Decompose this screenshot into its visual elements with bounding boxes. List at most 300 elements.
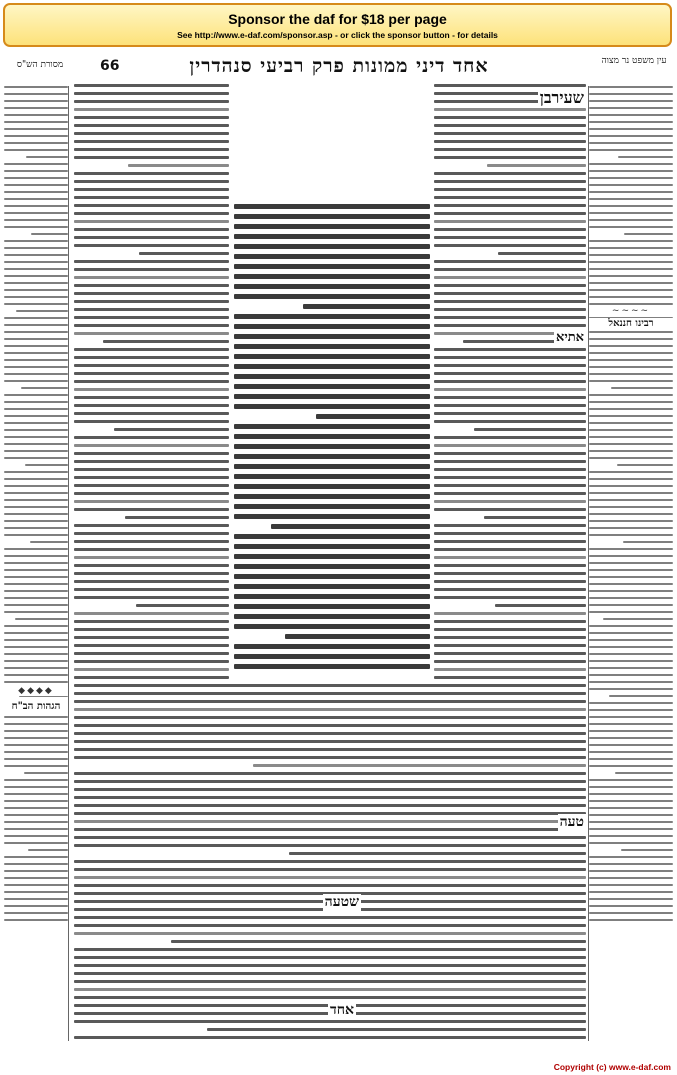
text-line: [589, 394, 673, 396]
text-line: [4, 415, 68, 417]
text-line: [4, 583, 68, 585]
text-line: [234, 244, 430, 249]
commentary-dibbur: טעה: [559, 814, 584, 830]
text-line: [589, 702, 673, 704]
text-line: [609, 695, 673, 697]
text-line: [74, 316, 229, 319]
text-line: [4, 632, 68, 634]
text-line: [4, 366, 68, 368]
commentary-dibbur: אחד: [329, 1002, 354, 1018]
text-line: [4, 261, 68, 263]
text-line: [74, 404, 229, 407]
text-line: [589, 751, 673, 753]
text-line: [589, 100, 673, 102]
text-line: [234, 474, 430, 479]
text-line: [4, 723, 68, 725]
text-line: [589, 212, 673, 214]
text-line: [589, 422, 673, 424]
text-line: [589, 842, 673, 844]
text-line: [434, 324, 586, 327]
text-line: [26, 156, 68, 158]
text-line: [74, 476, 229, 479]
text-line: [74, 436, 229, 439]
text-line: [74, 92, 229, 95]
text-line: [4, 786, 68, 788]
text-line: [589, 737, 673, 739]
text-line: [4, 422, 68, 424]
text-line: [74, 716, 586, 719]
text-line: [618, 156, 673, 158]
text-line: [253, 764, 586, 767]
text-line: [4, 303, 68, 305]
text-line: [589, 261, 673, 263]
text-line: [234, 654, 430, 659]
text-line: [74, 844, 586, 847]
text-line: [139, 252, 229, 255]
text-line: [74, 796, 586, 799]
text-line: [234, 494, 430, 499]
text-line: [4, 135, 68, 137]
text-line: [434, 228, 586, 231]
text-line: [624, 233, 673, 235]
text-line: [74, 836, 586, 839]
text-line: [74, 540, 229, 543]
text-line: [74, 1020, 586, 1023]
text-line: [4, 401, 68, 403]
text-line: [74, 948, 586, 951]
text-line: [589, 170, 673, 172]
text-line: [4, 891, 68, 893]
text-line: [4, 751, 68, 753]
text-line: [30, 541, 68, 543]
text-line: [589, 345, 673, 347]
text-line: [434, 212, 586, 215]
text-line: [74, 772, 586, 775]
text-line: [74, 596, 229, 599]
text-line: [4, 639, 68, 641]
text-line: [4, 793, 68, 795]
text-line: [234, 594, 430, 599]
text-line: [171, 940, 586, 943]
text-line: [4, 436, 68, 438]
text-line: [4, 660, 68, 662]
text-line: [16, 310, 68, 312]
text-line: [434, 660, 586, 663]
text-line: [434, 124, 586, 127]
page-footer: [0, 1062, 677, 1075]
text-line: [74, 868, 586, 871]
text-line: [74, 84, 229, 87]
text-line: [589, 562, 673, 564]
text-line: [234, 534, 430, 539]
text-line: [4, 296, 68, 298]
text-line: [234, 584, 430, 589]
text-line: [74, 556, 229, 559]
sponsor-subtitle[interactable]: See http://www.e-daf.com/sponsor.asp - or click the sponsor button - for details: [177, 30, 498, 40]
text-line: [74, 188, 229, 191]
text-line: [4, 842, 68, 844]
text-line: [74, 236, 229, 239]
text-line: [4, 373, 68, 375]
text-line: [589, 877, 673, 879]
text-line: [4, 219, 68, 221]
text-line: [434, 412, 586, 415]
text-line: [589, 275, 673, 277]
text-line: [589, 639, 673, 641]
text-line: [4, 653, 68, 655]
text-line: [589, 534, 673, 536]
text-line: [589, 492, 673, 494]
text-line: [434, 364, 586, 367]
text-line: [434, 372, 586, 375]
text-line: [4, 163, 68, 165]
text-line: [4, 884, 68, 886]
text-line: [434, 188, 586, 191]
text-line: [74, 740, 586, 743]
text-line: [434, 116, 586, 119]
text-line: [4, 142, 68, 144]
text-line: [74, 532, 229, 535]
text-line: [74, 300, 229, 303]
text-line: [4, 429, 68, 431]
text-line: [434, 396, 586, 399]
text-line: [4, 863, 68, 865]
text-line: [589, 611, 673, 613]
text-line: [74, 108, 229, 111]
text-line: [434, 620, 586, 623]
divider-ornament: ◆◆◆◆: [4, 686, 68, 696]
text-line: [74, 100, 229, 103]
text-line: [234, 314, 430, 319]
text-line: [4, 807, 68, 809]
sponsor-banner[interactable]: [3, 3, 672, 47]
text-line: [74, 668, 229, 671]
text-line: [234, 664, 430, 669]
text-line: [434, 532, 586, 535]
text-line: [589, 513, 673, 515]
text-line: [434, 500, 586, 503]
text-line: [74, 268, 229, 271]
text-line: [74, 884, 586, 887]
text-line: [74, 292, 229, 295]
text-line: [4, 268, 68, 270]
text-line: [74, 348, 229, 351]
text-line: [589, 240, 673, 242]
text-line: [589, 163, 673, 165]
text-line: [589, 625, 673, 627]
text-line: [4, 408, 68, 410]
text-line: [589, 520, 673, 522]
text-line: [589, 597, 673, 599]
text-line: [589, 478, 673, 480]
text-line: [434, 492, 586, 495]
text-line: [589, 184, 673, 186]
text-line: [589, 415, 673, 417]
copyright-link[interactable]: Copyright (c) www.e-daf.com: [553, 1062, 671, 1072]
text-line: [589, 674, 673, 676]
text-line: [498, 252, 586, 255]
text-line: [589, 919, 673, 921]
text-line: [4, 471, 68, 473]
text-line: [285, 634, 430, 639]
text-line: [234, 354, 430, 359]
text-line: [74, 412, 229, 415]
text-line: [234, 504, 430, 509]
text-line: [434, 484, 586, 487]
text-line: [4, 555, 68, 557]
text-line: [4, 457, 68, 459]
text-line: [74, 652, 229, 655]
text-line: [74, 228, 229, 231]
rashi-column: [434, 84, 586, 684]
text-line: [589, 429, 673, 431]
text-line: [4, 716, 68, 718]
text-line: [234, 444, 430, 449]
text-line: [589, 289, 673, 291]
text-line: [74, 124, 229, 127]
text-line: [234, 394, 430, 399]
text-line: [589, 352, 673, 354]
text-line: [4, 450, 68, 452]
text-line: [234, 574, 430, 579]
text-line: [21, 387, 68, 389]
text-line: [589, 373, 673, 375]
text-line: [4, 856, 68, 858]
page-header: [4, 54, 673, 84]
text-line: [434, 556, 586, 559]
text-line: [4, 835, 68, 837]
text-line: [4, 590, 68, 592]
text-line: [74, 196, 229, 199]
text-line: [4, 576, 68, 578]
text-line: [4, 100, 68, 102]
text-line: [136, 604, 229, 607]
text-line: [589, 226, 673, 228]
text-line: [4, 212, 68, 214]
text-line: [4, 86, 68, 88]
text-line: [74, 820, 586, 823]
text-line: [74, 732, 586, 735]
text-line: [4, 380, 68, 382]
text-line: [74, 148, 229, 151]
text-line: [4, 184, 68, 186]
text-line: [74, 204, 229, 207]
text-line: [589, 338, 673, 340]
text-line: [589, 905, 673, 907]
text-line: [234, 554, 430, 559]
text-line: [589, 548, 673, 550]
text-line: [74, 804, 586, 807]
text-line: [434, 220, 586, 223]
text-line: [74, 684, 586, 687]
text-line: [589, 219, 673, 221]
text-line: [434, 196, 586, 199]
text-line: [434, 308, 586, 311]
text-line: [589, 730, 673, 732]
text-line: [434, 156, 586, 159]
text-line: [589, 331, 673, 333]
text-line: [434, 404, 586, 407]
text-line: [589, 443, 673, 445]
text-line: [589, 121, 673, 123]
text-line: [4, 611, 68, 613]
text-line: [4, 828, 68, 830]
text-line: [4, 800, 68, 802]
text-line: [74, 812, 586, 815]
text-line: [74, 332, 229, 335]
text-line: [589, 632, 673, 634]
text-line: [74, 580, 229, 583]
text-line: [589, 681, 673, 683]
text-line: [234, 344, 430, 349]
text-line: [589, 800, 673, 802]
text-line: [589, 296, 673, 298]
text-line: [4, 338, 68, 340]
text-line: [495, 604, 586, 607]
text-line: [434, 636, 586, 639]
text-line: [289, 852, 586, 855]
text-line: [434, 508, 586, 511]
text-line: [589, 303, 673, 305]
text-line: [74, 748, 586, 751]
text-line: [434, 564, 586, 567]
text-line: [234, 614, 430, 619]
text-line: [74, 876, 586, 879]
text-line: [589, 793, 673, 795]
text-line: [74, 636, 229, 639]
text-line: [74, 996, 586, 999]
text-line: [74, 980, 586, 983]
text-line: [4, 905, 68, 907]
text-line: [4, 394, 68, 396]
text-line: [434, 668, 586, 671]
text-line: [4, 254, 68, 256]
text-line: [589, 856, 673, 858]
text-line: [589, 814, 673, 816]
text-line: [434, 420, 586, 423]
text-line: [31, 233, 68, 235]
text-line: [4, 569, 68, 571]
text-line: [617, 464, 673, 466]
text-line: [74, 460, 229, 463]
text-line: [74, 276, 229, 279]
text-line: [74, 324, 229, 327]
text-line: [74, 220, 229, 223]
text-line: [125, 516, 229, 519]
text-line: [234, 364, 430, 369]
text-line: [4, 359, 68, 361]
text-line: [4, 289, 68, 291]
text-line: [434, 284, 586, 287]
text-line: [434, 348, 586, 351]
text-line: [4, 681, 68, 683]
text-line: [589, 506, 673, 508]
text-line: [615, 772, 673, 774]
text-line: [611, 387, 673, 389]
gemara-text: [234, 204, 430, 674]
text-line: [303, 304, 430, 309]
text-line: [434, 596, 586, 599]
text-line: [4, 492, 68, 494]
text-line: [74, 1036, 586, 1039]
text-line: [434, 572, 586, 575]
text-line: [74, 756, 586, 759]
talmud-page: [4, 54, 673, 1058]
text-line: [434, 444, 586, 447]
text-line: [589, 205, 673, 207]
text-line: [74, 628, 229, 631]
text-line: [74, 380, 229, 383]
text-line: [74, 484, 229, 487]
text-line: [4, 205, 68, 207]
text-line: [589, 142, 673, 144]
text-line: [4, 758, 68, 760]
text-line: [434, 676, 586, 679]
text-line: [434, 476, 586, 479]
text-line: [74, 972, 586, 975]
text-line: [74, 180, 229, 183]
text-line: [25, 464, 68, 466]
text-line: [234, 384, 430, 389]
sponsor-title: Sponsor the daf for $18 per page: [228, 11, 447, 27]
text-line: [434, 460, 586, 463]
text-line: [271, 524, 430, 529]
text-line: [74, 172, 229, 175]
text-line: [4, 198, 68, 200]
text-line: [434, 380, 586, 383]
text-line: [74, 620, 229, 623]
text-line: [589, 114, 673, 116]
text-line: [434, 132, 586, 135]
text-line: [4, 513, 68, 515]
text-line: [74, 644, 229, 647]
text-line: [589, 86, 673, 88]
text-line: [589, 821, 673, 823]
text-line: [234, 234, 430, 239]
text-line: [589, 723, 673, 725]
text-line: [4, 730, 68, 732]
text-line: [4, 324, 68, 326]
text-line: [589, 380, 673, 382]
text-line: [234, 334, 430, 339]
text-line: [589, 807, 673, 809]
text-line: [589, 527, 673, 529]
text-line: [589, 177, 673, 179]
text-line: [74, 932, 586, 935]
text-line: [589, 107, 673, 109]
text-line: [4, 534, 68, 536]
text-line: [234, 294, 430, 299]
text-line: [4, 93, 68, 95]
text-line: [434, 236, 586, 239]
text-line: [589, 401, 673, 403]
text-line: [589, 149, 673, 151]
text-line: [74, 500, 229, 503]
text-line: [234, 644, 430, 649]
text-line: [4, 744, 68, 746]
text-line: [234, 264, 430, 269]
text-line: [4, 177, 68, 179]
text-line: [234, 324, 430, 329]
text-line: [74, 676, 229, 679]
text-line: [589, 863, 673, 865]
text-line: [434, 268, 586, 271]
text-line: [316, 414, 430, 419]
text-line: [74, 212, 229, 215]
text-line: [74, 564, 229, 567]
text-line: [74, 244, 229, 247]
page-number: 66: [100, 58, 120, 74]
